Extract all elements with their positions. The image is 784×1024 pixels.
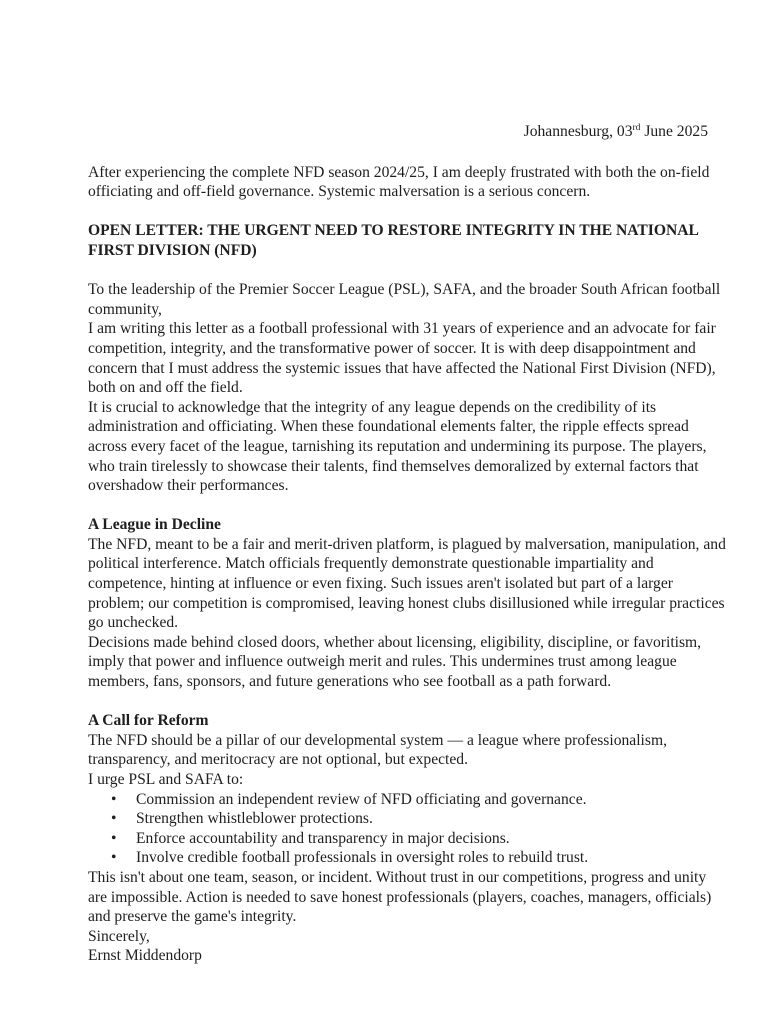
date-ordinal: rd: [632, 123, 641, 133]
list-item: • Enforce accountability and transparency in major decisions.: [136, 829, 728, 849]
section-heading-decline: A League in Decline: [88, 516, 221, 534]
list-item: • Commission an independent review of NFD officiating and governance.: [136, 790, 728, 810]
open-letter: [88, 122, 728, 966]
body-paragraph-2: It is crucial to acknowledge that the integrity of any league depends on the credibility of its administration and officiating. When these foundational elements falter, the ripple effects spread across every facet of the league, tarnishing its reputation and undermining its purpose. The players, who train tirelessly to showcase their talents, find themselves demoralized by external factors that overshadow their performances.: [88, 398, 707, 495]
decline-paragraph-2: Decisions made behind closed doors, whether about licensing, eligibility, discipline, or favoritism, imply that power and influence outweigh merit and rules. This undermines trust among league members, fans, sponsors, and future generations who see football as a path forward.: [88, 633, 702, 691]
reform-paragraph: The NFD should be a pillar of our developmental system — a league where professionalism, transparency, and meritocracy are not optional, but expected.: [88, 731, 667, 769]
salutation: To the leadership of the Premier Soccer League (PSL), SAFA, and the broader South African football community,: [88, 281, 721, 318]
letter-title: OPEN LETTER: THE URGENT NEED TO RESTORE INTEGRITY IN THE NATIONAL FIRST DIVISION (NFD): [88, 222, 699, 259]
closing-paragraph: This isn't about one team, season, or incident. Without trust in our competitions, progress and unity are impossible. Action is needed to save honest professionals (players, coaches, managers, officials) and preserve the game's integrity.: [88, 868, 712, 926]
signature: Ernst Middendorp: [88, 947, 202, 965]
list-item: • Involve credible football professionals in oversight roles to rebuild trust.: [136, 848, 728, 868]
intro-paragraph: After experiencing the complete NFD season 2024/25, I am deeply frustrated with both the on-field officiating and off-field governance. Systemic malversation is a serious concern.: [88, 163, 710, 201]
signoff: Sincerely,: [88, 927, 150, 945]
letter-date: Johannesburg, 03rd June 2025: [523, 123, 708, 140]
urge-line: I urge PSL and SAFA to:: [88, 771, 244, 788]
decline-paragraph-1: The NFD, meant to be a fair and merit-driven platform, is plagued by malversation, manipulation, and political interference. Match officials frequently demonstrate questionable impartiality and competence, hinting at influence or even fixing. Such issues aren't isolated but part of a larger problem; our competition is compromised, leaving honest clubs disillusioned while irregular practices go unchecked.: [88, 535, 726, 632]
reform-list: [88, 790, 728, 868]
section-heading-reform: A Call for Reform: [88, 712, 209, 730]
list-item: • Strengthen whistleblower protections.: [136, 809, 728, 829]
body-paragraph-1: I am writing this letter as a football professional with 31 years of experience and an advocate for fair competition, integrity, and the transformative power of soccer. It is with deep disappointment and concern that I must address the systemic issues that have affected the National First Division (NFD), both on and off the field.: [88, 320, 716, 397]
